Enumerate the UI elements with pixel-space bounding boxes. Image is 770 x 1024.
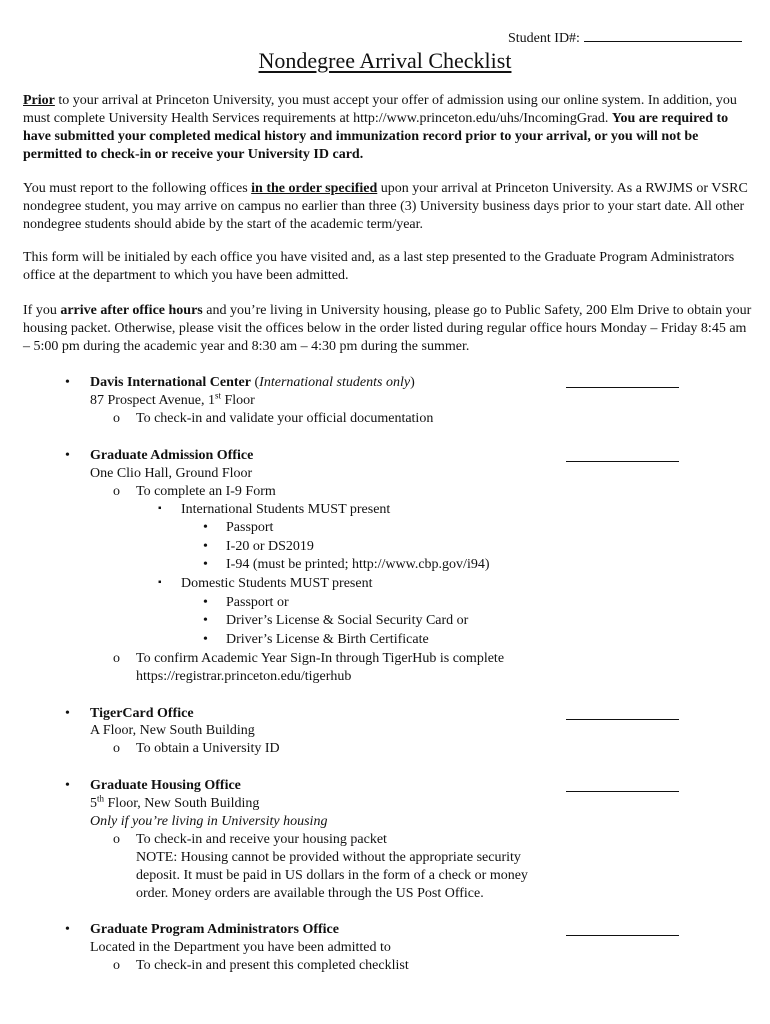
circle-bullet-icon: o xyxy=(113,651,120,666)
tigercard-initial-line[interactable] xyxy=(566,718,679,720)
bullet-icon: • xyxy=(65,448,70,463)
davis-initial-line[interactable] xyxy=(566,386,679,388)
tigerhub-link[interactable]: https://registrar.princeton.edu/tigerhub xyxy=(136,669,352,684)
admission-office-name: Graduate Admission Office xyxy=(90,448,254,463)
bullet-icon: • xyxy=(203,632,208,647)
tigercard-address: A Floor, New South Building xyxy=(90,723,255,738)
page-title: Nondegree Arrival Checklist xyxy=(258,48,512,73)
housing-initial-line[interactable] xyxy=(566,790,679,792)
housing-office-name: Graduate Housing Office xyxy=(90,778,241,793)
admins-address: Located in the Department you have been admitted to xyxy=(90,940,391,955)
housing-note-line: NOTE: Housing cannot be provided without the appropriate security xyxy=(136,850,521,865)
bullet-icon: • xyxy=(203,539,208,554)
bullet-icon: • xyxy=(203,520,208,535)
circle-bullet-icon: o xyxy=(113,958,120,973)
tigercard-task: To obtain a University ID xyxy=(136,741,280,756)
admission-initial-line[interactable] xyxy=(566,460,679,462)
intl-item: Passport xyxy=(226,520,274,535)
domestic-students-header: Domestic Students MUST present xyxy=(181,576,373,591)
bullet-icon: • xyxy=(203,557,208,572)
circle-bullet-icon: o xyxy=(113,741,120,756)
admins-initial-line[interactable] xyxy=(566,934,679,936)
intl-students-header: International Students MUST present xyxy=(181,502,391,517)
housing-condition: Only if you’re living in University housing xyxy=(90,814,328,829)
intl-item: I-94 (must be printed; http://www.cbp.gov/i94) xyxy=(226,557,490,572)
domestic-item: Driver’s License & Social Security Card or xyxy=(226,613,469,628)
housing-note-line: order. Money orders are available through the US Post Office. xyxy=(136,886,484,901)
circle-bullet-icon: o xyxy=(113,484,120,499)
student-id-field[interactable] xyxy=(508,30,742,47)
intro-paragraph-3: This form will be initialed by each office you have visited and, as a last step presented to the Graduate Program Administrators office at the department to which you have been admitted. xyxy=(23,250,735,283)
admins-task: To check-in and present this completed checklist xyxy=(136,958,409,973)
domestic-item: Driver’s License & Birth Certificate xyxy=(226,632,429,647)
housing-address: 5th Floor, New South Building xyxy=(90,793,260,811)
order-specified-emphasis: in the order specified xyxy=(251,181,378,196)
intl-item: I-20 or DS2019 xyxy=(226,539,314,554)
circle-bullet-icon: o xyxy=(113,832,120,847)
bullet-icon: • xyxy=(203,595,208,610)
bullet-icon: • xyxy=(203,613,208,628)
intro-paragraph-1: Prior to your arrival at Princeton University, you must accept your offer of admission using our online system. In addition, you must complete University Health Services requirements at http://www.princeton.edu/uhs/IncomingGrad. You are required to have submitted your completed medical history and immunization record prior to your arrival, or you will not be permitted to check-in or receive your University ID card. xyxy=(23,93,737,162)
bullet-icon: • xyxy=(65,375,70,390)
after-hours-emphasis: arrive after office hours xyxy=(60,303,203,318)
davis-task: To check-in and validate your official documentation xyxy=(136,411,434,426)
admission-task-signin: To confirm Academic Year Sign-In through TigerHub is complete xyxy=(136,651,505,666)
bullet-icon: • xyxy=(65,922,70,937)
student-id-blank[interactable] xyxy=(584,30,742,42)
admission-address: One Clio Hall, Ground Floor xyxy=(90,466,253,481)
student-id-label: Student ID#: xyxy=(508,31,580,46)
intro-paragraph-2: You must report to the following offices in the order specified upon your arrival at Princeton University. As a RWJMS or VSRC nondegree student, you may arrive on campus no earlier than three (3) University business days prior to your start date. All other nondegree students should abide by the start of the academic term/year. xyxy=(23,181,748,232)
circle-bullet-icon: o xyxy=(113,411,120,426)
housing-task: To check-in and receive your housing packet xyxy=(136,832,387,847)
square-bullet-icon: ▪ xyxy=(158,503,162,514)
intro-paragraph-4: If you arrive after office hours and you’re living in University housing, please go to Public Safety, 200 Elm Drive to obtain your housing packet. Otherwise, please visit the offices below in the order listed during regular office hours Monday – Friday 8:45 am – 5:00 pm during the academic year and 8:30 am – 4:30 pm during the summer. xyxy=(23,303,752,354)
admins-office-name: Graduate Program Administrators Office xyxy=(90,922,339,937)
davis-office-name: Davis International Center (International students only) xyxy=(90,375,415,390)
medical-history-requirement: You are required to have submitted your completed medical history and immunization record prior to your arrival, or you will not be permitted to check-in or receive your University ID card. xyxy=(23,111,729,162)
housing-note-line: deposit. It must be paid in US dollars in the form of a check or money xyxy=(136,868,528,883)
admission-task-i9: To complete an I-9 Form xyxy=(136,484,276,499)
davis-address: 87 Prospect Avenue, 1st Floor xyxy=(90,390,255,408)
square-bullet-icon: ▪ xyxy=(158,577,162,588)
prior-emphasis: Prior xyxy=(23,93,55,108)
bullet-icon: • xyxy=(65,706,70,721)
bullet-icon: • xyxy=(65,778,70,793)
tigercard-office-name: TigerCard Office xyxy=(90,706,194,721)
domestic-item: Passport or xyxy=(226,595,289,610)
